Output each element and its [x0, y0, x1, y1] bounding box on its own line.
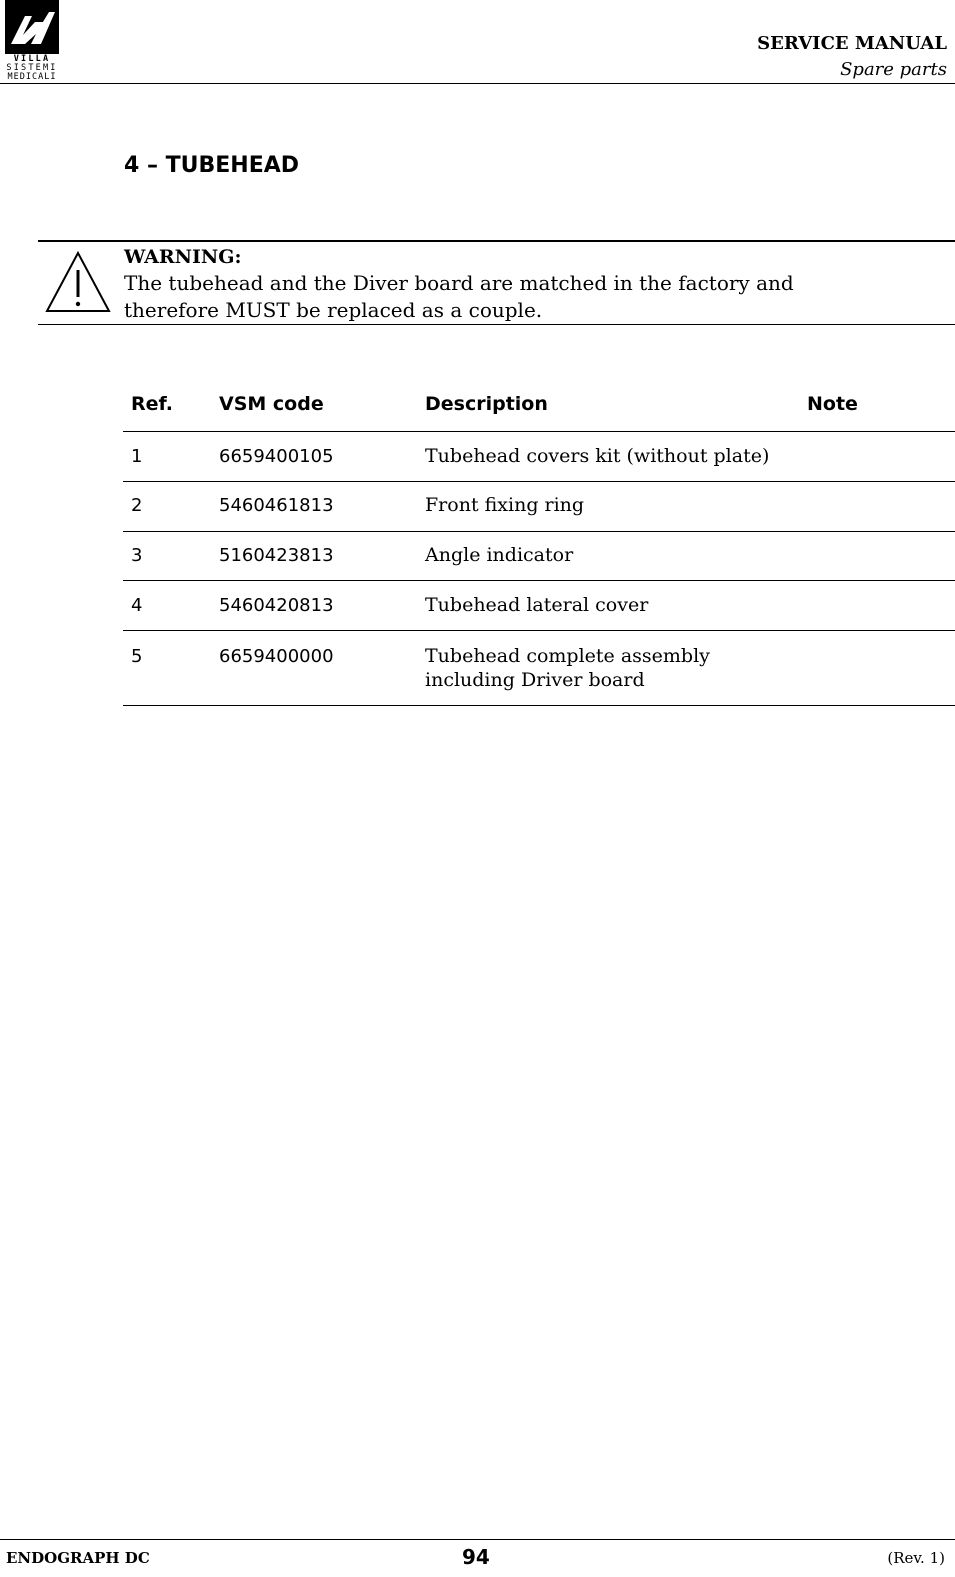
table-header-description: Description — [425, 393, 548, 415]
warning-bottom-rule — [38, 324, 955, 325]
table-row-1-description: Tubehead covers kit (without plate) — [425, 445, 770, 467]
logo-text-villa: VILLA — [13, 54, 51, 64]
table-row-2-ref: 2 — [131, 495, 143, 516]
table-row-5-ref: 5 — [131, 646, 143, 667]
table-row-4-ref: 4 — [131, 595, 143, 616]
header-title: SERVICE MANUAL — [757, 33, 947, 54]
table-row-3-ref: 3 — [131, 545, 143, 566]
table-row-2-code: 5460461813 — [219, 495, 334, 516]
table-rule — [123, 531, 955, 532]
table-row-1-code: 6659400105 — [219, 446, 334, 467]
company-logo — [5, 0, 59, 82]
footer-revision: (Rev. 1) — [887, 1549, 945, 1567]
footer-product-name: ENDOGRAPH DC — [6, 1549, 150, 1567]
header-divider — [0, 83, 955, 84]
warning-top-rule — [38, 240, 955, 242]
table-row-5-description-line-2: including Driver board — [425, 669, 645, 691]
header-subtitle: Spare parts — [840, 59, 947, 80]
table-header-note: Note — [807, 393, 858, 415]
table-row-2-description: Front fixing ring — [425, 494, 585, 516]
warning-triangle-icon — [44, 250, 112, 314]
table-header-ref: Ref. — [131, 393, 173, 415]
table-rule — [123, 705, 955, 706]
footer-divider — [0, 1539, 955, 1540]
table-row-4-code: 5460420813 — [219, 595, 334, 616]
table-rule — [123, 630, 955, 631]
table-rule — [123, 580, 955, 581]
footer-page-number: 94 — [462, 1545, 490, 1569]
logo-text-medicali: MEDICALI — [7, 72, 57, 82]
table-row-5-code: 6659400000 — [219, 646, 334, 667]
table-row-3-code: 5160423813 — [219, 545, 334, 566]
logo-text-sistemi: SISTEMI — [6, 63, 58, 73]
table-row-4-description: Tubehead lateral cover — [425, 594, 649, 616]
table-rule — [123, 431, 955, 432]
warning-text-line-2: therefore MUST be replaced as a couple. — [124, 298, 543, 322]
table-row-1-ref: 1 — [131, 446, 143, 467]
table-header-code: VSM code — [219, 393, 324, 415]
table-rule — [123, 481, 955, 482]
logo-mark-icon — [5, 0, 59, 54]
warning-heading: WARNING: — [124, 246, 242, 268]
table-row-5-description-line-1: Tubehead complete assembly — [425, 645, 710, 667]
warning-text-line-1: The tubehead and the Diver board are matched in the factory and — [124, 271, 794, 295]
section-title: 4 – TUBEHEAD — [124, 153, 300, 178]
table-row-3-description: Angle indicator — [425, 544, 574, 566]
